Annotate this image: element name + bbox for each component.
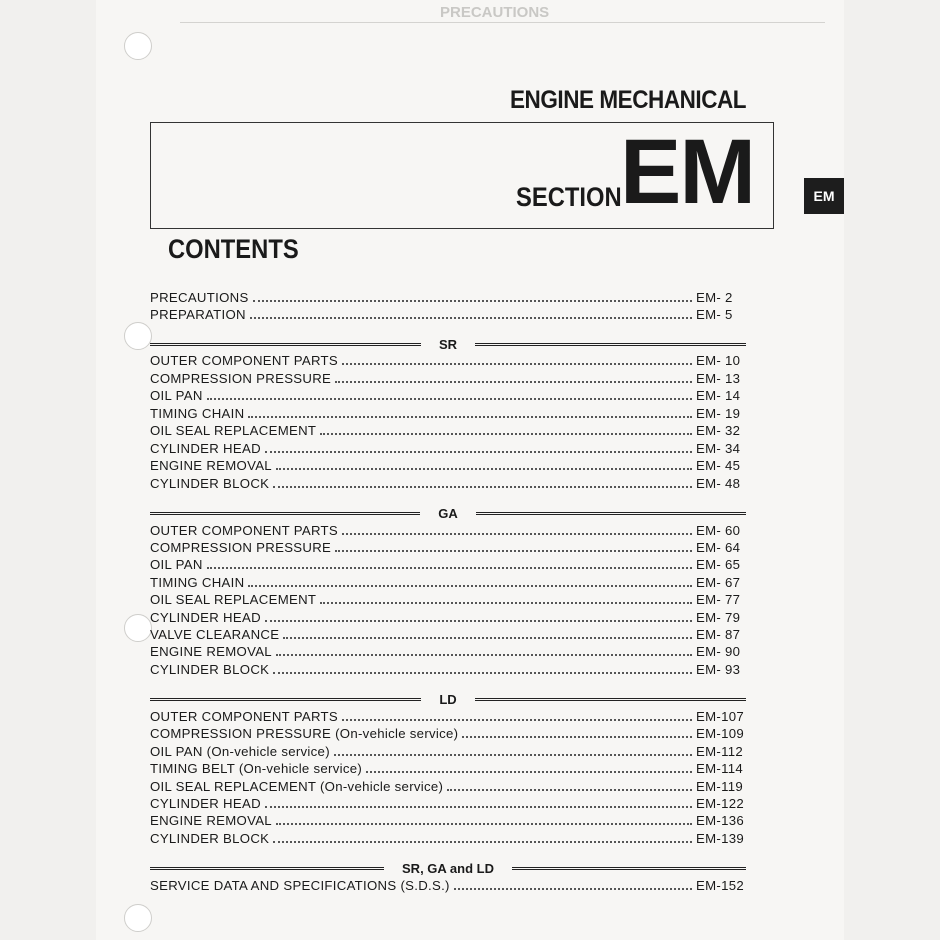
dot-leader [283, 636, 692, 639]
toc-entry-label: ENGINE REMOVAL [150, 458, 272, 473]
toc-entry-label: OUTER COMPONENT PARTS [150, 353, 339, 368]
toc-entry-page: EM-119 [696, 779, 743, 794]
toc-entry-label: OIL PAN [150, 388, 203, 403]
dot-leader [320, 601, 692, 604]
toc-entry-label: CYLINDER BLOCK [150, 662, 270, 677]
toc-entry[interactable] [150, 877, 746, 894]
dot-leader [265, 619, 692, 622]
contents-heading: CONTENTS [168, 234, 299, 264]
toc-entry[interactable] [150, 457, 746, 474]
toc-entry-label: SERVICE DATA AND SPECIFICATIONS (S.D.S.) [150, 878, 450, 893]
toc-entry[interactable] [150, 760, 746, 777]
section-index-tab[interactable]: EM [804, 178, 844, 214]
toc-entry-label: OIL SEAL REPLACEMENT [150, 423, 317, 438]
toc-entry-page: EM- 87 [696, 627, 741, 642]
toc-entry-page: EM- 14 [696, 388, 741, 403]
toc-entry-page: EM- 10 [696, 353, 741, 368]
toc-entry-page: EM-136 [696, 813, 744, 828]
dot-leader [207, 397, 692, 400]
toc-entry-label: ENGINE REMOVAL [150, 813, 272, 828]
toc-entry-label: ENGINE REMOVAL [150, 644, 272, 659]
toc-entry-page: EM- 77 [696, 592, 741, 607]
toc-entry-page: EM- 34 [696, 441, 741, 456]
toc-entry[interactable] [150, 440, 746, 457]
toc-entry-label: OIL SEAL REPLACEMENT (On-vehicle service) [150, 779, 444, 794]
dot-leader [276, 822, 692, 825]
toc-entry[interactable] [150, 591, 746, 608]
dot-leader [253, 299, 692, 302]
toc-entry[interactable] [150, 830, 746, 847]
toc-entry-page: EM-139 [696, 831, 744, 846]
group-divider-ga [150, 506, 746, 520]
toc-entry[interactable] [150, 812, 746, 829]
toc-entry[interactable] [150, 778, 746, 795]
toc-entry[interactable] [150, 626, 746, 643]
group-divider-ld [150, 692, 746, 706]
dot-leader [248, 584, 692, 587]
toc-entry-page: EM- 13 [696, 371, 741, 386]
dot-leader [342, 718, 692, 721]
group-title: GA [438, 505, 458, 521]
toc-entry[interactable] [150, 539, 746, 556]
dot-leader [248, 415, 692, 418]
toc-entry-label: OUTER COMPONENT PARTS [150, 523, 339, 538]
toc-entry-label: TIMING CHAIN [150, 575, 245, 590]
toc-entry[interactable] [150, 661, 746, 678]
group-divider-sr [150, 337, 746, 351]
toc-entry-label: PRECAUTIONS [150, 290, 249, 305]
toc-entry-page: EM-122 [696, 796, 744, 811]
bleed-through-heading: PRECAUTIONS [440, 4, 550, 21]
toc-entry[interactable] [150, 795, 746, 812]
dot-leader [207, 566, 692, 569]
toc-entry-label: VALVE CLEARANCE [150, 627, 280, 642]
toc-entry[interactable] [150, 422, 746, 439]
toc-entry-label: PREPARATION [150, 307, 246, 322]
section-title: ENGINE MECHANICAL [510, 86, 747, 114]
toc-entry-label: OIL SEAL REPLACEMENT [150, 592, 317, 607]
toc-entry-page: EM- 65 [696, 557, 741, 572]
dot-leader [265, 450, 692, 453]
section-code: EM [620, 121, 754, 223]
toc-entry-page: EM- 5 [696, 307, 733, 322]
toc-entry-label: OIL PAN [150, 557, 203, 572]
dot-leader [342, 532, 692, 535]
toc-entry[interactable] [150, 522, 746, 539]
toc-entry-label: CYLINDER HEAD [150, 796, 261, 811]
dot-leader [447, 788, 692, 791]
binder-hole [124, 32, 152, 60]
toc-entry[interactable] [150, 475, 746, 492]
toc-entry-page: EM- 32 [696, 423, 741, 438]
dot-leader [335, 549, 692, 552]
dot-leader [366, 770, 692, 773]
group-title: SR, GA and LD [402, 860, 494, 876]
toc-entry-page: EM- 79 [696, 610, 741, 625]
group-title: SR [438, 336, 458, 352]
toc-entry[interactable] [150, 609, 746, 626]
toc-entry-label: COMPRESSION PRESSURE [150, 371, 332, 386]
toc-entry-page: EM- 48 [696, 476, 741, 491]
dot-leader [334, 753, 692, 756]
toc-entry[interactable] [150, 370, 746, 387]
dot-leader [335, 380, 692, 383]
section-label: SECTION [516, 182, 622, 212]
dot-leader [320, 432, 692, 435]
toc-entry-preparation[interactable] [150, 306, 746, 323]
toc-entry-page: EM- 60 [696, 523, 741, 538]
dot-leader [273, 485, 692, 488]
toc-entry-page: EM-152 [696, 878, 744, 893]
toc-entry-label: CYLINDER HEAD [150, 441, 261, 456]
toc-entry[interactable] [150, 405, 746, 422]
toc-entry-page: EM- 67 [696, 575, 741, 590]
toc-entry-label: TIMING BELT (On-vehicle service) [150, 761, 363, 776]
toc-entry[interactable] [150, 574, 746, 591]
bleed-through-rule [180, 22, 825, 23]
binder-hole [124, 322, 152, 350]
binder-hole [124, 614, 152, 642]
toc-entry-precautions[interactable] [150, 289, 746, 306]
toc-entry-page: EM-114 [696, 761, 743, 776]
toc-entry[interactable] [150, 725, 746, 742]
dot-leader [276, 653, 692, 656]
toc-entry-page: EM-109 [696, 726, 744, 741]
dot-leader [342, 362, 692, 365]
toc-entry-label: COMPRESSION PRESSURE (On-vehicle service) [150, 726, 459, 741]
group-title: LD [439, 691, 457, 707]
dot-leader [265, 805, 692, 808]
dot-leader [462, 735, 692, 738]
toc-entry[interactable] [150, 387, 746, 404]
dot-leader [454, 887, 692, 890]
toc-entry-label: OUTER COMPONENT PARTS [150, 709, 339, 724]
toc-entry-label: OIL PAN (On-vehicle service) [150, 744, 330, 759]
toc-entry-page: EM- 90 [696, 644, 741, 659]
toc-entry-label: COMPRESSION PRESSURE [150, 540, 332, 555]
dot-leader [273, 840, 692, 843]
toc-entry-page: EM- 45 [696, 458, 741, 473]
toc-entry-page: EM- 64 [696, 540, 741, 555]
toc-entry[interactable] [150, 708, 746, 725]
toc-entry-label: CYLINDER HEAD [150, 610, 261, 625]
dot-leader [250, 316, 692, 319]
toc-entry-page: EM- 19 [696, 406, 741, 421]
binder-hole [124, 904, 152, 932]
toc-entry-page: EM-107 [696, 709, 744, 724]
toc-entry-page: EM- 2 [696, 290, 733, 305]
toc-entry[interactable] [150, 643, 746, 660]
dot-leader [273, 671, 692, 674]
toc-entry-label: CYLINDER BLOCK [150, 831, 270, 846]
toc-entry[interactable] [150, 556, 746, 573]
toc-entry[interactable] [150, 743, 746, 760]
toc-entry-label: CYLINDER BLOCK [150, 476, 270, 491]
toc-entry[interactable] [150, 352, 746, 369]
dot-leader [276, 467, 692, 470]
group-divider-all [150, 861, 746, 875]
toc-entry-label: TIMING CHAIN [150, 406, 245, 421]
toc-entry-page: EM-112 [696, 744, 743, 759]
toc-entry-page: EM- 93 [696, 662, 741, 677]
